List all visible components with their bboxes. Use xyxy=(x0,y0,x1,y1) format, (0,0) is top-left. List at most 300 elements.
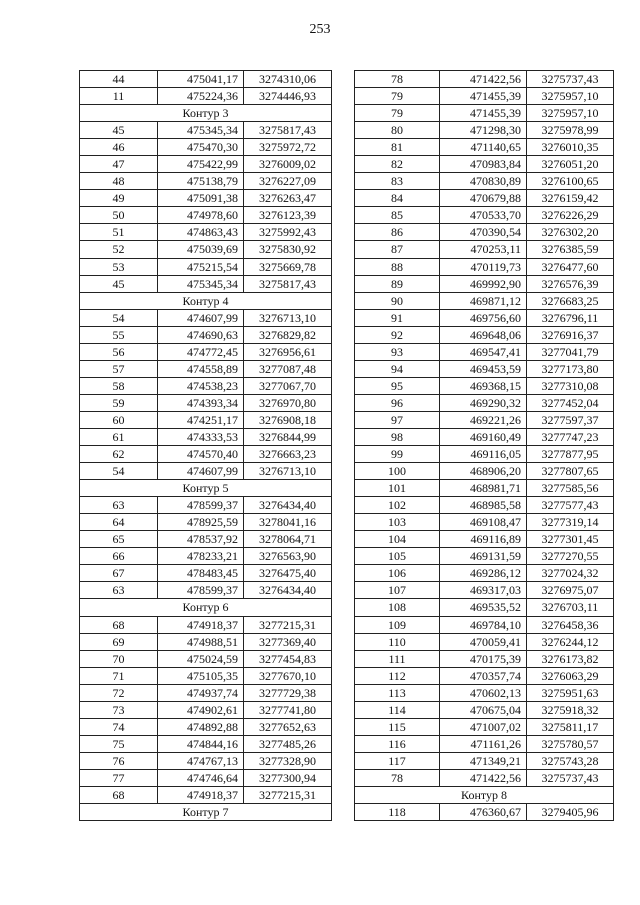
contour-header-row xyxy=(80,292,332,309)
point-number-cell: 87 xyxy=(355,241,440,258)
x-coordinate-cell: 474863,43 xyxy=(158,224,244,241)
table-row xyxy=(355,633,614,650)
y-coordinate-cell: 3276916,37 xyxy=(527,326,614,343)
x-coordinate-cell: 469368,15 xyxy=(440,377,527,394)
x-coordinate-cell: 476360,67 xyxy=(440,804,527,821)
point-number-cell: 73 xyxy=(80,701,158,718)
x-coordinate-cell: 474607,99 xyxy=(158,463,244,480)
y-coordinate-cell: 3275978,99 xyxy=(527,122,614,139)
contour-title: Контур 8 xyxy=(355,786,614,803)
y-coordinate-cell: 3278041,16 xyxy=(244,514,332,531)
contour-header-row xyxy=(355,786,614,803)
page-number: 253 xyxy=(309,22,331,37)
y-coordinate-cell: 3277485,26 xyxy=(244,735,332,752)
y-coordinate-cell: 3276123,39 xyxy=(244,207,332,224)
y-coordinate-cell: 3276563,90 xyxy=(244,548,332,565)
table-row xyxy=(80,565,332,582)
table-row xyxy=(80,343,332,360)
x-coordinate-cell: 470602,13 xyxy=(440,684,527,701)
point-number-cell: 118 xyxy=(355,804,440,821)
contour-title: Контур 6 xyxy=(80,599,332,616)
point-number-cell: 95 xyxy=(355,377,440,394)
x-coordinate-cell: 469317,03 xyxy=(440,582,527,599)
table-row xyxy=(355,377,614,394)
y-coordinate-cell: 3277747,23 xyxy=(527,428,614,445)
y-coordinate-cell: 3277328,90 xyxy=(244,752,332,769)
table-row xyxy=(80,428,332,445)
table-row xyxy=(355,548,614,565)
coordinates-table-left xyxy=(79,70,332,821)
point-number-cell: 112 xyxy=(355,667,440,684)
point-number-cell: 78 xyxy=(355,769,440,786)
table-row xyxy=(355,497,614,514)
y-coordinate-cell: 3276227,09 xyxy=(244,173,332,190)
contour-header-row xyxy=(80,804,332,821)
point-number-cell: 72 xyxy=(80,684,158,701)
table-row xyxy=(355,684,614,701)
point-number-cell: 106 xyxy=(355,565,440,582)
y-coordinate-cell: 3276302,20 xyxy=(527,224,614,241)
table-row xyxy=(80,258,332,275)
contour-header-row xyxy=(80,480,332,497)
x-coordinate-cell: 474918,37 xyxy=(158,616,244,633)
table-row xyxy=(80,88,332,105)
y-coordinate-cell: 3275669,78 xyxy=(244,258,332,275)
y-coordinate-cell: 3276051,20 xyxy=(527,156,614,173)
table-row xyxy=(355,701,614,718)
table-row xyxy=(80,667,332,684)
point-number-cell: 64 xyxy=(80,514,158,531)
table-row xyxy=(355,769,614,786)
table-row xyxy=(80,786,332,803)
point-number-cell: 45 xyxy=(80,122,158,139)
y-coordinate-cell: 3275957,10 xyxy=(527,105,614,122)
table-body-right xyxy=(355,71,614,821)
table-row xyxy=(80,497,332,514)
y-coordinate-cell: 3277087,48 xyxy=(244,360,332,377)
x-coordinate-cell: 478599,37 xyxy=(158,497,244,514)
x-coordinate-cell: 475138,79 xyxy=(158,173,244,190)
x-coordinate-cell: 471422,56 xyxy=(440,769,527,786)
x-coordinate-cell: 470533,70 xyxy=(440,207,527,224)
table-row xyxy=(355,105,614,122)
y-coordinate-cell: 3276970,80 xyxy=(244,394,332,411)
table-row xyxy=(80,735,332,752)
point-number-cell: 47 xyxy=(80,156,158,173)
x-coordinate-cell: 470059,41 xyxy=(440,633,527,650)
x-coordinate-cell: 474251,17 xyxy=(158,411,244,428)
y-coordinate-cell: 3275811,17 xyxy=(527,718,614,735)
y-coordinate-cell: 3276434,40 xyxy=(244,497,332,514)
y-coordinate-cell: 3276458,36 xyxy=(527,616,614,633)
point-number-cell: 101 xyxy=(355,480,440,497)
point-number-cell: 76 xyxy=(80,752,158,769)
point-number-cell: 45 xyxy=(80,275,158,292)
table-row xyxy=(355,326,614,343)
point-number-cell: 61 xyxy=(80,428,158,445)
y-coordinate-cell: 3277300,94 xyxy=(244,769,332,786)
x-coordinate-cell: 469131,59 xyxy=(440,548,527,565)
x-coordinate-cell: 478483,45 xyxy=(158,565,244,582)
point-number-cell: 79 xyxy=(355,105,440,122)
contour-title: Контур 7 xyxy=(80,804,332,821)
table-row xyxy=(355,650,614,667)
x-coordinate-cell: 469116,05 xyxy=(440,446,527,463)
x-coordinate-cell: 474746,64 xyxy=(158,769,244,786)
contour-title: Контур 5 xyxy=(80,480,332,497)
table-row xyxy=(355,122,614,139)
point-number-cell: 115 xyxy=(355,718,440,735)
y-coordinate-cell: 3277652,63 xyxy=(244,718,332,735)
table-row xyxy=(80,531,332,548)
y-coordinate-cell: 3277215,31 xyxy=(244,786,332,803)
x-coordinate-cell: 475470,30 xyxy=(158,139,244,156)
y-coordinate-cell: 3276683,25 xyxy=(527,292,614,309)
table-row xyxy=(80,190,332,207)
y-coordinate-cell: 3275743,28 xyxy=(527,752,614,769)
x-coordinate-cell: 470830,89 xyxy=(440,173,527,190)
point-number-cell: 114 xyxy=(355,701,440,718)
y-coordinate-cell: 3278064,71 xyxy=(244,531,332,548)
x-coordinate-cell: 474772,45 xyxy=(158,343,244,360)
x-coordinate-cell: 469290,32 xyxy=(440,394,527,411)
y-coordinate-cell: 3277577,43 xyxy=(527,497,614,514)
x-coordinate-cell: 474570,40 xyxy=(158,446,244,463)
table-row xyxy=(355,258,614,275)
x-coordinate-cell: 470119,73 xyxy=(440,258,527,275)
point-number-cell: 78 xyxy=(355,71,440,88)
table-row xyxy=(80,377,332,394)
table-row xyxy=(80,71,332,88)
y-coordinate-cell: 3277173,80 xyxy=(527,360,614,377)
point-number-cell: 111 xyxy=(355,650,440,667)
table-row xyxy=(355,309,614,326)
x-coordinate-cell: 470175,39 xyxy=(440,650,527,667)
table-row xyxy=(355,718,614,735)
x-coordinate-cell: 475041,17 xyxy=(158,71,244,88)
y-coordinate-cell: 3277369,40 xyxy=(244,633,332,650)
y-coordinate-cell: 3276010,35 xyxy=(527,139,614,156)
x-coordinate-cell: 469286,12 xyxy=(440,565,527,582)
coordinates-table-right xyxy=(354,70,614,821)
point-number-cell: 88 xyxy=(355,258,440,275)
point-number-cell: 52 xyxy=(80,241,158,258)
point-number-cell: 58 xyxy=(80,377,158,394)
x-coordinate-cell: 471349,21 xyxy=(440,752,527,769)
point-number-cell: 109 xyxy=(355,616,440,633)
table-row xyxy=(355,190,614,207)
contour-header-row xyxy=(80,105,332,122)
x-coordinate-cell: 474978,60 xyxy=(158,207,244,224)
y-coordinate-cell: 3277670,10 xyxy=(244,667,332,684)
y-coordinate-cell: 3274446,93 xyxy=(244,88,332,105)
table-row xyxy=(80,701,332,718)
point-number-cell: 11 xyxy=(80,88,158,105)
table-row xyxy=(80,718,332,735)
y-coordinate-cell: 3275951,63 xyxy=(527,684,614,701)
table-row xyxy=(80,326,332,343)
point-number-cell: 108 xyxy=(355,599,440,616)
x-coordinate-cell: 470357,74 xyxy=(440,667,527,684)
point-number-cell: 68 xyxy=(80,616,158,633)
y-coordinate-cell: 3276100,65 xyxy=(527,173,614,190)
y-coordinate-cell: 3275830,92 xyxy=(244,241,332,258)
point-number-cell: 44 xyxy=(80,71,158,88)
y-coordinate-cell: 3277310,08 xyxy=(527,377,614,394)
x-coordinate-cell: 475224,36 xyxy=(158,88,244,105)
y-coordinate-cell: 3275972,72 xyxy=(244,139,332,156)
point-number-cell: 48 xyxy=(80,173,158,190)
y-coordinate-cell: 3276159,42 xyxy=(527,190,614,207)
y-coordinate-cell: 3277301,45 xyxy=(527,531,614,548)
point-number-cell: 94 xyxy=(355,360,440,377)
y-coordinate-cell: 3277452,04 xyxy=(527,394,614,411)
x-coordinate-cell: 475091,38 xyxy=(158,190,244,207)
table-row xyxy=(355,224,614,241)
x-coordinate-cell: 469992,90 xyxy=(440,275,527,292)
y-coordinate-cell: 3277597,37 xyxy=(527,411,614,428)
table-row xyxy=(355,411,614,428)
point-number-cell: 93 xyxy=(355,343,440,360)
point-number-cell: 57 xyxy=(80,360,158,377)
x-coordinate-cell: 471161,26 xyxy=(440,735,527,752)
table-row xyxy=(355,480,614,497)
table-row xyxy=(355,292,614,309)
table-row xyxy=(80,582,332,599)
y-coordinate-cell: 3276226,29 xyxy=(527,207,614,224)
point-number-cell: 100 xyxy=(355,463,440,480)
point-number-cell: 98 xyxy=(355,428,440,445)
point-number-cell: 74 xyxy=(80,718,158,735)
table-row xyxy=(80,241,332,258)
y-coordinate-cell: 3277585,56 xyxy=(527,480,614,497)
point-number-cell: 82 xyxy=(355,156,440,173)
y-coordinate-cell: 3275737,43 xyxy=(527,71,614,88)
point-number-cell: 68 xyxy=(80,786,158,803)
point-number-cell: 99 xyxy=(355,446,440,463)
table-row xyxy=(355,514,614,531)
y-coordinate-cell: 3277729,38 xyxy=(244,684,332,701)
x-coordinate-cell: 474558,89 xyxy=(158,360,244,377)
point-number-cell: 92 xyxy=(355,326,440,343)
x-coordinate-cell: 478599,37 xyxy=(158,582,244,599)
y-coordinate-cell: 3275992,43 xyxy=(244,224,332,241)
point-number-cell: 102 xyxy=(355,497,440,514)
x-coordinate-cell: 475345,34 xyxy=(158,122,244,139)
table-row xyxy=(355,667,614,684)
point-number-cell: 83 xyxy=(355,173,440,190)
point-number-cell: 70 xyxy=(80,650,158,667)
table-row xyxy=(355,582,614,599)
point-number-cell: 66 xyxy=(80,548,158,565)
y-coordinate-cell: 3277877,95 xyxy=(527,446,614,463)
x-coordinate-cell: 469648,06 xyxy=(440,326,527,343)
x-coordinate-cell: 474607,99 xyxy=(158,309,244,326)
point-number-cell: 55 xyxy=(80,326,158,343)
point-number-cell: 110 xyxy=(355,633,440,650)
x-coordinate-cell: 475039,69 xyxy=(158,241,244,258)
table-row xyxy=(80,411,332,428)
y-coordinate-cell: 3277741,80 xyxy=(244,701,332,718)
table-row xyxy=(355,88,614,105)
table-row xyxy=(355,207,614,224)
y-coordinate-cell: 3276477,60 xyxy=(527,258,614,275)
x-coordinate-cell: 471455,39 xyxy=(440,88,527,105)
point-number-cell: 71 xyxy=(80,667,158,684)
x-coordinate-cell: 474844,16 xyxy=(158,735,244,752)
x-coordinate-cell: 474988,51 xyxy=(158,633,244,650)
point-number-cell: 51 xyxy=(80,224,158,241)
y-coordinate-cell: 3275737,43 xyxy=(527,769,614,786)
point-number-cell: 60 xyxy=(80,411,158,428)
point-number-cell: 54 xyxy=(80,309,158,326)
y-coordinate-cell: 3275817,43 xyxy=(244,122,332,139)
table-row xyxy=(80,224,332,241)
y-coordinate-cell: 3276475,40 xyxy=(244,565,332,582)
table-row xyxy=(80,684,332,701)
point-number-cell: 103 xyxy=(355,514,440,531)
table-row xyxy=(80,446,332,463)
point-number-cell: 63 xyxy=(80,582,158,599)
table-row xyxy=(355,139,614,156)
x-coordinate-cell: 474892,88 xyxy=(158,718,244,735)
table-row xyxy=(355,71,614,88)
y-coordinate-cell: 3277041,79 xyxy=(527,343,614,360)
y-coordinate-cell: 3275918,32 xyxy=(527,701,614,718)
x-coordinate-cell: 471140,65 xyxy=(440,139,527,156)
point-number-cell: 96 xyxy=(355,394,440,411)
y-coordinate-cell: 3277270,55 xyxy=(527,548,614,565)
y-coordinate-cell: 3276009,02 xyxy=(244,156,332,173)
y-coordinate-cell: 3276173,82 xyxy=(527,650,614,667)
x-coordinate-cell: 470983,84 xyxy=(440,156,527,173)
table-row xyxy=(355,565,614,582)
x-coordinate-cell: 469871,12 xyxy=(440,292,527,309)
point-number-cell: 85 xyxy=(355,207,440,224)
point-number-cell: 63 xyxy=(80,497,158,514)
point-number-cell: 50 xyxy=(80,207,158,224)
table-row xyxy=(80,394,332,411)
table-row xyxy=(80,173,332,190)
point-number-cell: 97 xyxy=(355,411,440,428)
contour-header-row xyxy=(80,599,332,616)
point-number-cell: 90 xyxy=(355,292,440,309)
point-number-cell: 116 xyxy=(355,735,440,752)
table-row xyxy=(355,752,614,769)
x-coordinate-cell: 469160,49 xyxy=(440,428,527,445)
x-coordinate-cell: 471298,30 xyxy=(440,122,527,139)
point-number-cell: 81 xyxy=(355,139,440,156)
y-coordinate-cell: 3276063,29 xyxy=(527,667,614,684)
x-coordinate-cell: 474690,63 xyxy=(158,326,244,343)
y-coordinate-cell: 3276844,99 xyxy=(244,428,332,445)
contour-title: Контур 4 xyxy=(80,292,332,309)
x-coordinate-cell: 474918,37 xyxy=(158,786,244,803)
x-coordinate-cell: 468906,20 xyxy=(440,463,527,480)
x-coordinate-cell: 475422,99 xyxy=(158,156,244,173)
table-row xyxy=(80,309,332,326)
y-coordinate-cell: 3276713,10 xyxy=(244,309,332,326)
point-number-cell: 113 xyxy=(355,684,440,701)
y-coordinate-cell: 3276956,61 xyxy=(244,343,332,360)
y-coordinate-cell: 3276975,07 xyxy=(527,582,614,599)
table-row xyxy=(80,514,332,531)
x-coordinate-cell: 474538,23 xyxy=(158,377,244,394)
x-coordinate-cell: 478537,92 xyxy=(158,531,244,548)
y-coordinate-cell: 3275817,43 xyxy=(244,275,332,292)
x-coordinate-cell: 469547,41 xyxy=(440,343,527,360)
table-row xyxy=(80,207,332,224)
point-number-cell: 53 xyxy=(80,258,158,275)
table-row xyxy=(355,616,614,633)
point-number-cell: 75 xyxy=(80,735,158,752)
table-row xyxy=(355,599,614,616)
y-coordinate-cell: 3277024,32 xyxy=(527,565,614,582)
x-coordinate-cell: 470679,88 xyxy=(440,190,527,207)
y-coordinate-cell: 3276385,59 xyxy=(527,241,614,258)
point-number-cell: 62 xyxy=(80,446,158,463)
x-coordinate-cell: 474333,53 xyxy=(158,428,244,445)
x-coordinate-cell: 475024,59 xyxy=(158,650,244,667)
table-row xyxy=(80,752,332,769)
x-coordinate-cell: 469453,59 xyxy=(440,360,527,377)
point-number-cell: 46 xyxy=(80,139,158,156)
table-row xyxy=(355,173,614,190)
point-number-cell: 67 xyxy=(80,565,158,582)
x-coordinate-cell: 474902,61 xyxy=(158,701,244,718)
table-row xyxy=(80,463,332,480)
point-number-cell: 65 xyxy=(80,531,158,548)
y-coordinate-cell: 3276703,11 xyxy=(527,599,614,616)
y-coordinate-cell: 3276263,47 xyxy=(244,190,332,207)
table-row xyxy=(80,769,332,786)
x-coordinate-cell: 474937,74 xyxy=(158,684,244,701)
table-row xyxy=(80,633,332,650)
x-coordinate-cell: 468981,71 xyxy=(440,480,527,497)
x-coordinate-cell: 475105,35 xyxy=(158,667,244,684)
y-coordinate-cell: 3276908,18 xyxy=(244,411,332,428)
point-number-cell: 54 xyxy=(80,463,158,480)
y-coordinate-cell: 3277807,65 xyxy=(527,463,614,480)
table-row xyxy=(355,156,614,173)
x-coordinate-cell: 469535,52 xyxy=(440,599,527,616)
point-number-cell: 80 xyxy=(355,122,440,139)
point-number-cell: 107 xyxy=(355,582,440,599)
y-coordinate-cell: 3276713,10 xyxy=(244,463,332,480)
x-coordinate-cell: 478925,59 xyxy=(158,514,244,531)
y-coordinate-cell: 3279405,96 xyxy=(527,804,614,821)
x-coordinate-cell: 471007,02 xyxy=(440,718,527,735)
table-row xyxy=(355,463,614,480)
point-number-cell: 77 xyxy=(80,769,158,786)
point-number-cell: 91 xyxy=(355,309,440,326)
table-row xyxy=(80,275,332,292)
table-row xyxy=(355,275,614,292)
x-coordinate-cell: 471455,39 xyxy=(440,105,527,122)
table-row xyxy=(355,241,614,258)
y-coordinate-cell: 3277319,14 xyxy=(527,514,614,531)
x-coordinate-cell: 468985,58 xyxy=(440,497,527,514)
y-coordinate-cell: 3276434,40 xyxy=(244,582,332,599)
x-coordinate-cell: 469116,89 xyxy=(440,531,527,548)
y-coordinate-cell: 3274310,06 xyxy=(244,71,332,88)
y-coordinate-cell: 3277454,83 xyxy=(244,650,332,667)
x-coordinate-cell: 474767,13 xyxy=(158,752,244,769)
x-coordinate-cell: 470675,04 xyxy=(440,701,527,718)
x-coordinate-cell: 474393,34 xyxy=(158,394,244,411)
table-row xyxy=(355,360,614,377)
x-coordinate-cell: 475215,54 xyxy=(158,258,244,275)
